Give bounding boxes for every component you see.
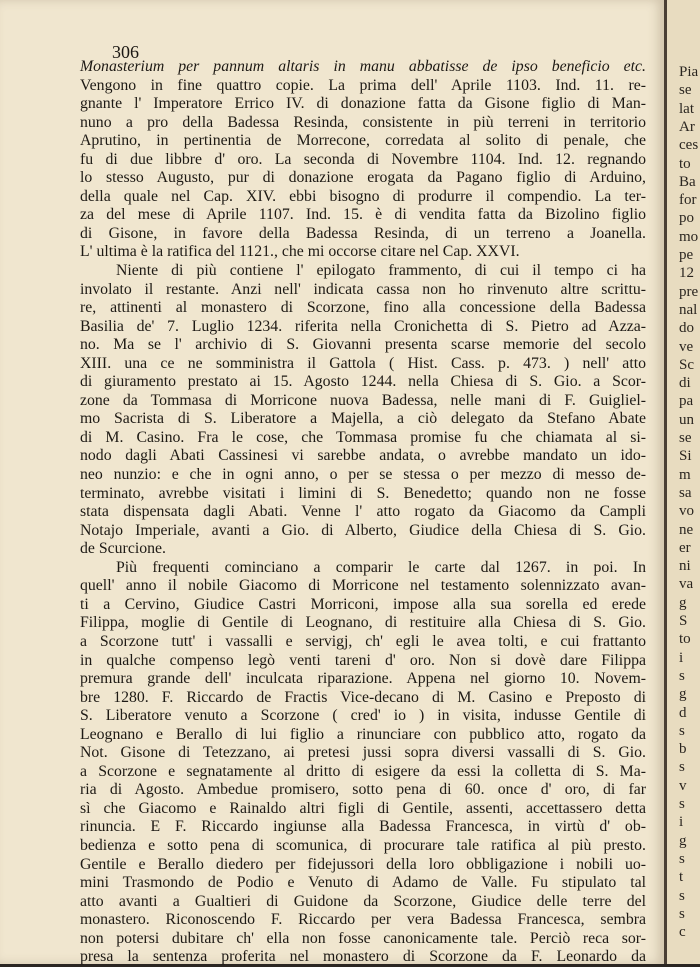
edge-fragment: Sc — [679, 356, 694, 373]
edge-fragment: Si — [679, 448, 692, 465]
text-line: no. Ma se l' archivio di S. Giovanni presenta scarse memorie del secolo — [80, 336, 646, 354]
text-line: rinuncia. E F. Riccardo ingiunse alla Badessa Francesca, in virtù d' ob- — [80, 818, 646, 836]
edge-fragment: pa — [679, 393, 694, 410]
text-line: za del mese di Aprile 1107. Ind. 15. è di vendita fatta da Bizolino figlio — [80, 206, 646, 224]
edge-fragment: t — [679, 869, 684, 886]
edge-fragment: g — [679, 832, 687, 849]
text-line: terminato, avrebbe visitati i limini di S. Benedetto; quando non ne fosse — [80, 484, 646, 502]
edge-fragment: pre — [679, 283, 699, 300]
facing-page-edge — [664, 0, 700, 964]
edge-fragment: Pia — [679, 64, 699, 80]
edge-fragment: i — [679, 814, 684, 831]
edge-fragment: v — [679, 777, 687, 794]
edge-fragment: se — [679, 430, 692, 446]
text-line: di giuramento prestato ai 15. Agosto 1244. nella Chiesa di S. Gio. a Scor- — [80, 373, 646, 391]
edge-fragment: Ba — [679, 173, 696, 190]
text-line: lo stesso Augusto, pur di donazione erogata da Pagano figlio di Arduino, — [80, 169, 646, 187]
edge-fragment: S — [679, 613, 688, 629]
text-line: Aprutino, in pertinentia de Morrecone, corredata al solito di penale, che — [80, 132, 646, 150]
edge-fragment: pe — [679, 247, 694, 263]
edge-fragment: s — [679, 850, 685, 867]
edge-fragment: un — [679, 411, 694, 428]
text-line: non potersi dubitare ch' ella non fosse canonicamente tale. Perciò reca sor- — [80, 929, 646, 947]
page-number: 306 — [112, 42, 139, 62]
edge-fragment: ve — [679, 338, 694, 355]
edge-fragment: vo — [679, 503, 694, 520]
text-line: gnante l' Imperatore Errico IV. di donazione fatta da Gisone figlio di Man- — [80, 95, 646, 113]
text-line: S. Liberatore venuto a Scorzone ( cred' io ) in visita, indusse Gentile di — [80, 707, 646, 725]
text-line: involato il restante. Anzi nell' indicata cassa non ho rinvenuto altre scrittu- — [80, 280, 646, 298]
edge-fragment: 12 — [679, 265, 694, 282]
text-line: di M. Casino. Fra le cose, che Tommasa promise fu che chiamata al si- — [80, 428, 646, 446]
text-line: L' ultima è la ratifica del 1121., che mi occorse citare nel Cap. XXVI. — [80, 243, 520, 261]
edge-fragment: sa — [679, 484, 692, 501]
edge-fragment: lat — [679, 100, 694, 117]
edge-fragment: b — [679, 741, 687, 758]
edge-fragment: i — [679, 649, 684, 666]
text-line: de Scurcione. — [80, 540, 166, 558]
text-line: Leognano e Berallo di lui figlio a rinunciare con pubblico atto, rogato da — [80, 725, 646, 743]
text-line: premura grande dell' inculcata riparazione. Appena nel giorno 10. Novem- — [80, 670, 646, 688]
text-line: bre 1280. F. Riccardo de Fractis Vice-decano di M. Casino e Preposto di — [80, 688, 646, 706]
edge-fragment: to — [679, 155, 691, 172]
text-line: nodo dagli Abati Cassinesi vi sarebbe andata, o avrebbe mandato un ido- — [80, 447, 646, 465]
edge-fragment: er — [679, 539, 691, 556]
body-text — [80, 58, 646, 967]
text-line: Filippa, moglie di Gentile di Leognano, di restituire alla Chiesa di S. Gio. — [80, 614, 646, 632]
text-line: Not. Gisone di Tetezzano, ai pretesi jussi sopra diversi vassalli di S. Gio. — [80, 744, 646, 762]
edge-fragment: se — [679, 82, 692, 99]
text-line: Basilia de' 7. Luglio 1234. riferita nella Cronichetta di S. Pietro ad Azza- — [80, 317, 646, 335]
text-line: zone da Tommasa di Morricone nuova Badessa, nelle mani di F. Guigliel- — [80, 391, 646, 409]
edge-fragment: g — [679, 594, 687, 611]
edge-fragment: s — [679, 905, 685, 922]
text-line: presa la sentenza proferita nel monastero di Scorzone da F. Leonardo da — [80, 948, 646, 966]
text-line: stata dispensata dagli Abati. Venne l' atto rogato da Giacomo da Campli — [80, 503, 646, 521]
edge-fragment: s — [679, 796, 685, 812]
text-line: ti a Cervino, Giudice Castri Morriconi, impose alla sua sorella ed erede — [80, 595, 646, 613]
edge-fragment: to — [679, 631, 691, 648]
edge-fragment: g — [679, 686, 687, 703]
edge-fragment: do — [679, 320, 694, 337]
text-line: bedienza e sotto pena di scomunica, di procurare tale ratifica al più presto. — [80, 836, 646, 854]
text-line: atto avanti a Gualtieri di Guidone da Scorzone, Giudice delle terre del — [80, 892, 646, 910]
text-line: della quale nel Cap. XIV. ebbi bisogno di produrre il compendio. La ter- — [80, 187, 646, 205]
edge-fragment: Ar — [679, 118, 695, 135]
text-line: mini Trasmondo de Podio e Venuto di Adamo de Valle. Fu stipulato tal — [80, 874, 646, 892]
edge-fragment: for — [679, 192, 697, 209]
text-line: in qualche compenso legò venti tareni d' oro. Non si dovè dare Filippa — [80, 651, 646, 669]
text-line: sì che Giacomo e Rainaldo altri figli di Gentile, assenti, accettassero detta — [80, 799, 646, 817]
text-line: Vengono in fine quattro copie. La prima dell' Aprile 1103. Ind. 11. re- — [80, 76, 646, 94]
edge-fragment: nal — [679, 301, 698, 318]
edge-fragment: c — [679, 924, 686, 941]
text-line: Monasterium per pannum altaris in manu abbatisse de ipso beneficio etc. — [80, 58, 646, 75]
text-line: Gentile e Berallo diedero per fidejussori della loro obbligazione i nobili uo- — [80, 855, 646, 873]
edge-fragment: ces — [679, 137, 699, 154]
text-line: re, attinenti al monastero di Scorzone, fino alla concessione della Badessa — [80, 299, 646, 317]
edge-fragment: s — [679, 759, 685, 776]
text-line: mo Sacrista di S. Liberatore a Majella, a ciò delegato da Stefano Abate — [80, 410, 646, 428]
text-line: quell' anno il nobile Giacomo di Morricone nel testamento solennizzato avan- — [80, 577, 646, 595]
text-line: fu di due libbre d' oro. La seconda di Novembre 1104. Ind. 12. regnando — [80, 150, 646, 168]
text-line: neo nunzio: e che in ogni anno, o per se stessa o per mezzo di messo de- — [80, 466, 646, 484]
text-line: Niente di più contiene l' epilogato frammento, di cui il tempo ci ha — [116, 262, 646, 280]
edge-fragment: s — [679, 667, 685, 684]
edge-fragment: di — [679, 375, 691, 392]
text-line: ria di Agosto. Ambedue promisero, sotto pena di 60. once d' oro, di far — [80, 781, 646, 799]
text-line: nuno a pro della Badessa Resinda, consistente in più terreni in territorio — [80, 113, 646, 131]
edge-fragment: d — [679, 704, 687, 721]
edge-fragment: s — [679, 722, 685, 739]
edge-fragment: s — [679, 887, 685, 904]
edge-fragment: va — [679, 576, 694, 593]
edge-fragment: mo — [679, 228, 699, 245]
edge-fragment: po — [679, 210, 694, 227]
text-line: monastero. Riconoscendo F. Riccardo per vera Badessa Francesca, sembra — [80, 911, 646, 929]
text-line: di Gisone, in favore della Badessa Resinda, di un terreno a Joanella. — [80, 224, 646, 242]
text-line: a Scorzone tutt' i vassalli e servigj, ch' egli le avea tolti, e cui frattanto — [80, 632, 646, 650]
edge-fragment: ni — [679, 558, 691, 575]
text-line: Più frequenti cominciano a comparir le carte dal 1267. in poi. In — [116, 558, 646, 576]
text-line: a Scorzone e segnatamente al dritto di esigere da essi la colletta di S. Ma- — [80, 762, 646, 780]
text-line: Notajo Imperiale, avanti a Gio. di Alberto, Giudice della Chiesa di S. Gio. — [80, 521, 646, 539]
edge-fragment: ne — [679, 521, 694, 538]
text-line: XIII. una ce ne somministra il Gattola ( Hist. Cass. p. 473. ) nell' atto — [80, 354, 646, 372]
edge-fragment: m — [679, 466, 691, 483]
